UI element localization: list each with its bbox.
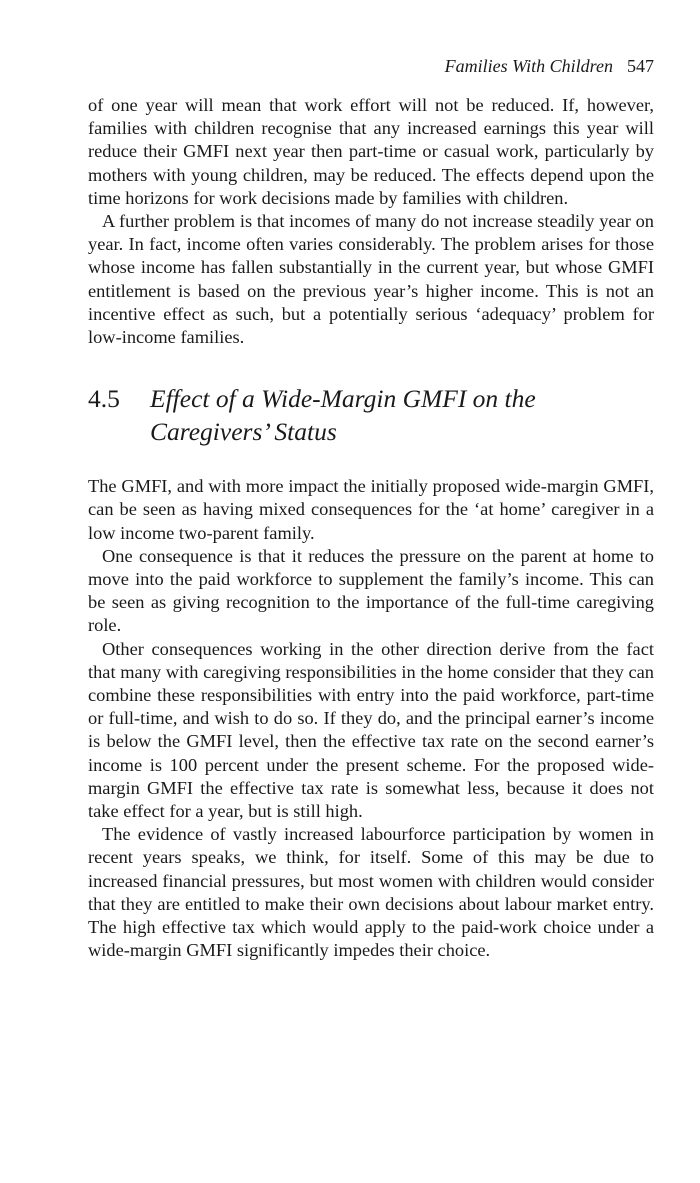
page-number: 547 [627,56,654,76]
section-title: Effect of a Wide-Margin GMFI on the Caregivers’ Status [150,384,536,447]
paragraph-continued: of one year will mean that work effort will not be reduced. If, however, families with children recognise that any increased earnings this year will reduce their GMFI next year then part-time or casual work, particularly by mothers with young children, may be reduced. The effects depend upon the time horizons for work decisions made by families with children. [88,95,654,208]
paragraph-labourforce-evidence: The evidence of vastly increased labourforce participation by women in recent years speaks, we think, for itself. Some of this may be due to increased financial pressures, but most women with children would consider that they are entitled to make their own decisions about labour market entry. The high effective tax which would apply to the paid-work choice under a wide-margin GMFI significantly impedes their choice. [88,824,654,961]
paragraph-income-variation: A further problem is that incomes of many do not increase steadily year on year. In fact, income often varies considerably. The problem arises for those whose income has fallen substantially in the current year, but whose GMFI entitlement is based on the previous year’s higher income. This is not an incentive effect as such, but a potentially serious ‘adequacy’ problem for low-income families. [88,211,654,348]
running-title: Families With Children [444,56,613,76]
book-page [88,56,654,963]
section-heading [88,382,654,448]
paragraph-other-consequences: Other consequences working in the other direction derive from the fact that many with caregiving responsibilities in the home consider that they can combine these responsibilities with entry into the paid workforce, part-time or full-time, and wish to do so. If they do, and the principal earner’s income is below the GMFI level, then the effective tax rate on the second earner’s income is 100 percent under the present scheme. For the proposed wide-margin GMFI the effective tax rate is somewhat less, because it does not take effect for a year, but is still high. [88,638,654,822]
paragraph-reduced-pressure: One consequence is that it reduces the pressure on the parent at home to move into the paid workforce to supplement the family’s income. This can be seen as giving recognition to the importance of the full-time caregiving role. [88,545,654,636]
section-number: 4.5 [88,384,120,414]
paragraph-mixed-consequences: The GMFI, and with more impact the initially proposed wide-margin GMFI, can be seen as having mixed consequences for the ‘at home’ caregiver in a low income two-parent family. [88,476,654,543]
running-head [88,56,654,82]
